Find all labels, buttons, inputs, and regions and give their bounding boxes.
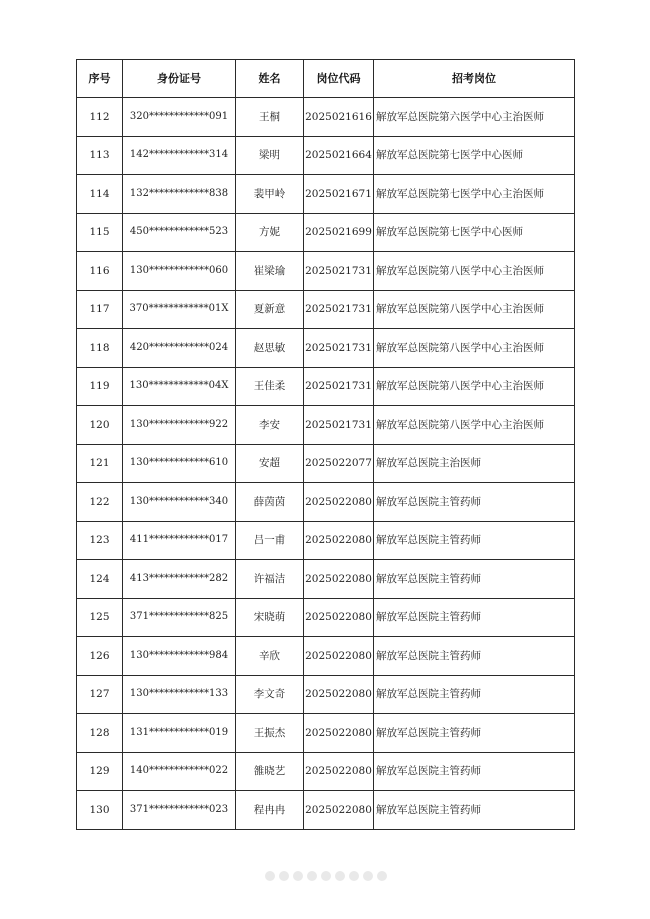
cell-post-title: 解放军总医院主管药师 <box>374 598 575 637</box>
watermark-dot <box>279 871 289 881</box>
cell-id-number: 130************060 <box>123 252 236 291</box>
cell-id-number: 142************314 <box>123 136 236 175</box>
table-row <box>77 98 575 137</box>
cell-post-title: 解放军总医院主管药师 <box>374 521 575 560</box>
cell-post-title: 解放军总医院主管药师 <box>374 637 575 676</box>
header-post-code: 岗位代码 <box>304 60 374 98</box>
cell-name: 夏新意 <box>236 290 304 329</box>
cell-name: 程冉冉 <box>236 791 304 830</box>
cell-name: 宋晓萌 <box>236 598 304 637</box>
cell-post-code: 2025021731 <box>304 367 374 406</box>
cell-name: 崔梁瑜 <box>236 252 304 291</box>
watermark-dot <box>321 871 331 881</box>
cell-seq: 116 <box>77 252 123 291</box>
cell-name: 安超 <box>236 444 304 483</box>
cell-id-number: 130************610 <box>123 444 236 483</box>
watermark-dot <box>293 871 303 881</box>
cell-post-code: 2025021664 <box>304 136 374 175</box>
table-header <box>77 60 575 98</box>
cell-post-code: 2025021731 <box>304 252 374 291</box>
cell-post-title: 解放军总医院第六医学中心主治医师 <box>374 98 575 137</box>
header-post-title: 招考岗位 <box>374 60 575 98</box>
cell-id-number: 130************133 <box>123 675 236 714</box>
candidate-table <box>76 59 575 830</box>
cell-post-code: 2025022080 <box>304 675 374 714</box>
table-row <box>77 714 575 753</box>
cell-name: 方妮 <box>236 213 304 252</box>
table-row <box>77 791 575 830</box>
cell-id-number: 130************922 <box>123 406 236 445</box>
cell-post-title: 解放军总医院第八医学中心主治医师 <box>374 406 575 445</box>
cell-seq: 120 <box>77 406 123 445</box>
cell-post-title: 解放军总医院第八医学中心主治医师 <box>374 252 575 291</box>
watermark-dot <box>265 871 275 881</box>
cell-id-number: 371************825 <box>123 598 236 637</box>
cell-id-number: 131************019 <box>123 714 236 753</box>
watermark-dots <box>265 866 387 886</box>
cell-post-code: 2025021671 <box>304 175 374 214</box>
watermark-dot <box>349 871 359 881</box>
cell-seq: 121 <box>77 444 123 483</box>
cell-post-code: 2025022080 <box>304 560 374 599</box>
cell-seq: 114 <box>77 175 123 214</box>
cell-seq: 117 <box>77 290 123 329</box>
table-row <box>77 329 575 368</box>
table-row <box>77 136 575 175</box>
header-id-number: 身份证号 <box>123 60 236 98</box>
cell-post-title: 解放军总医院主治医师 <box>374 444 575 483</box>
watermark-dot <box>307 871 317 881</box>
table-row <box>77 560 575 599</box>
table-row <box>77 252 575 291</box>
cell-id-number: 413************282 <box>123 560 236 599</box>
cell-name: 辛欣 <box>236 637 304 676</box>
cell-name: 许福洁 <box>236 560 304 599</box>
cell-post-title: 解放军总医院主管药师 <box>374 752 575 791</box>
cell-id-number: 320************091 <box>123 98 236 137</box>
cell-post-title: 解放军总医院主管药师 <box>374 675 575 714</box>
watermark-dot <box>363 871 373 881</box>
table-row <box>77 406 575 445</box>
cell-post-code: 2025022080 <box>304 714 374 753</box>
table-row <box>77 521 575 560</box>
cell-id-number: 130************340 <box>123 483 236 522</box>
cell-id-number: 130************984 <box>123 637 236 676</box>
cell-seq: 123 <box>77 521 123 560</box>
cell-seq: 118 <box>77 329 123 368</box>
cell-seq: 124 <box>77 560 123 599</box>
cell-name: 雒晓艺 <box>236 752 304 791</box>
cell-name: 李安 <box>236 406 304 445</box>
cell-name: 薛茵茵 <box>236 483 304 522</box>
cell-seq: 113 <box>77 136 123 175</box>
table-row <box>77 637 575 676</box>
cell-seq: 130 <box>77 791 123 830</box>
cell-post-code: 2025022080 <box>304 521 374 560</box>
header-seq: 序号 <box>77 60 123 98</box>
cell-name: 王佳柔 <box>236 367 304 406</box>
cell-name: 吕一甫 <box>236 521 304 560</box>
cell-seq: 115 <box>77 213 123 252</box>
cell-post-code: 2025021731 <box>304 290 374 329</box>
cell-id-number: 411************017 <box>123 521 236 560</box>
cell-post-title: 解放军总医院第七医学中心医师 <box>374 136 575 175</box>
cell-post-code: 2025022080 <box>304 483 374 522</box>
cell-post-code: 2025022077 <box>304 444 374 483</box>
cell-post-title: 解放军总医院第七医学中心主治医师 <box>374 175 575 214</box>
table-row <box>77 367 575 406</box>
header-row <box>77 60 575 98</box>
cell-id-number: 132************838 <box>123 175 236 214</box>
cell-seq: 128 <box>77 714 123 753</box>
cell-id-number: 140************022 <box>123 752 236 791</box>
cell-seq: 122 <box>77 483 123 522</box>
cell-seq: 125 <box>77 598 123 637</box>
cell-name: 王振杰 <box>236 714 304 753</box>
cell-seq: 119 <box>77 367 123 406</box>
cell-post-code: 2025022080 <box>304 752 374 791</box>
cell-name: 王桐 <box>236 98 304 137</box>
cell-name: 李文奇 <box>236 675 304 714</box>
header-name: 姓名 <box>236 60 304 98</box>
table-row <box>77 444 575 483</box>
cell-id-number: 130************04X <box>123 367 236 406</box>
cell-post-title: 解放军总医院主管药师 <box>374 714 575 753</box>
cell-post-title: 解放军总医院主管药师 <box>374 560 575 599</box>
cell-seq: 126 <box>77 637 123 676</box>
cell-post-code: 2025021616 <box>304 98 374 137</box>
cell-post-title: 解放军总医院第八医学中心主治医师 <box>374 367 575 406</box>
cell-name: 赵思敏 <box>236 329 304 368</box>
cell-name: 裴甲岭 <box>236 175 304 214</box>
cell-id-number: 371************023 <box>123 791 236 830</box>
table-row <box>77 483 575 522</box>
cell-post-title: 解放军总医院主管药师 <box>374 483 575 522</box>
watermark-dot <box>377 871 387 881</box>
table-body <box>77 98 575 830</box>
cell-post-code: 2025021699 <box>304 213 374 252</box>
cell-id-number: 420************024 <box>123 329 236 368</box>
table-row <box>77 175 575 214</box>
table-row <box>77 752 575 791</box>
cell-post-code: 2025022080 <box>304 598 374 637</box>
cell-post-code: 2025021731 <box>304 406 374 445</box>
table-row <box>77 675 575 714</box>
cell-post-code: 2025022080 <box>304 791 374 830</box>
cell-post-title: 解放军总医院第八医学中心主治医师 <box>374 290 575 329</box>
cell-post-title: 解放军总医院主管药师 <box>374 791 575 830</box>
cell-post-title: 解放军总医院第七医学中心医师 <box>374 213 575 252</box>
cell-seq: 112 <box>77 98 123 137</box>
cell-post-title: 解放军总医院第八医学中心主治医师 <box>374 329 575 368</box>
cell-seq: 129 <box>77 752 123 791</box>
cell-id-number: 450************523 <box>123 213 236 252</box>
table-row <box>77 213 575 252</box>
watermark-dot <box>335 871 345 881</box>
cell-seq: 127 <box>77 675 123 714</box>
cell-name: 梁明 <box>236 136 304 175</box>
cell-id-number: 370************01X <box>123 290 236 329</box>
table-row <box>77 290 575 329</box>
cell-post-code: 2025021731 <box>304 329 374 368</box>
cell-post-code: 2025022080 <box>304 637 374 676</box>
table-row <box>77 598 575 637</box>
